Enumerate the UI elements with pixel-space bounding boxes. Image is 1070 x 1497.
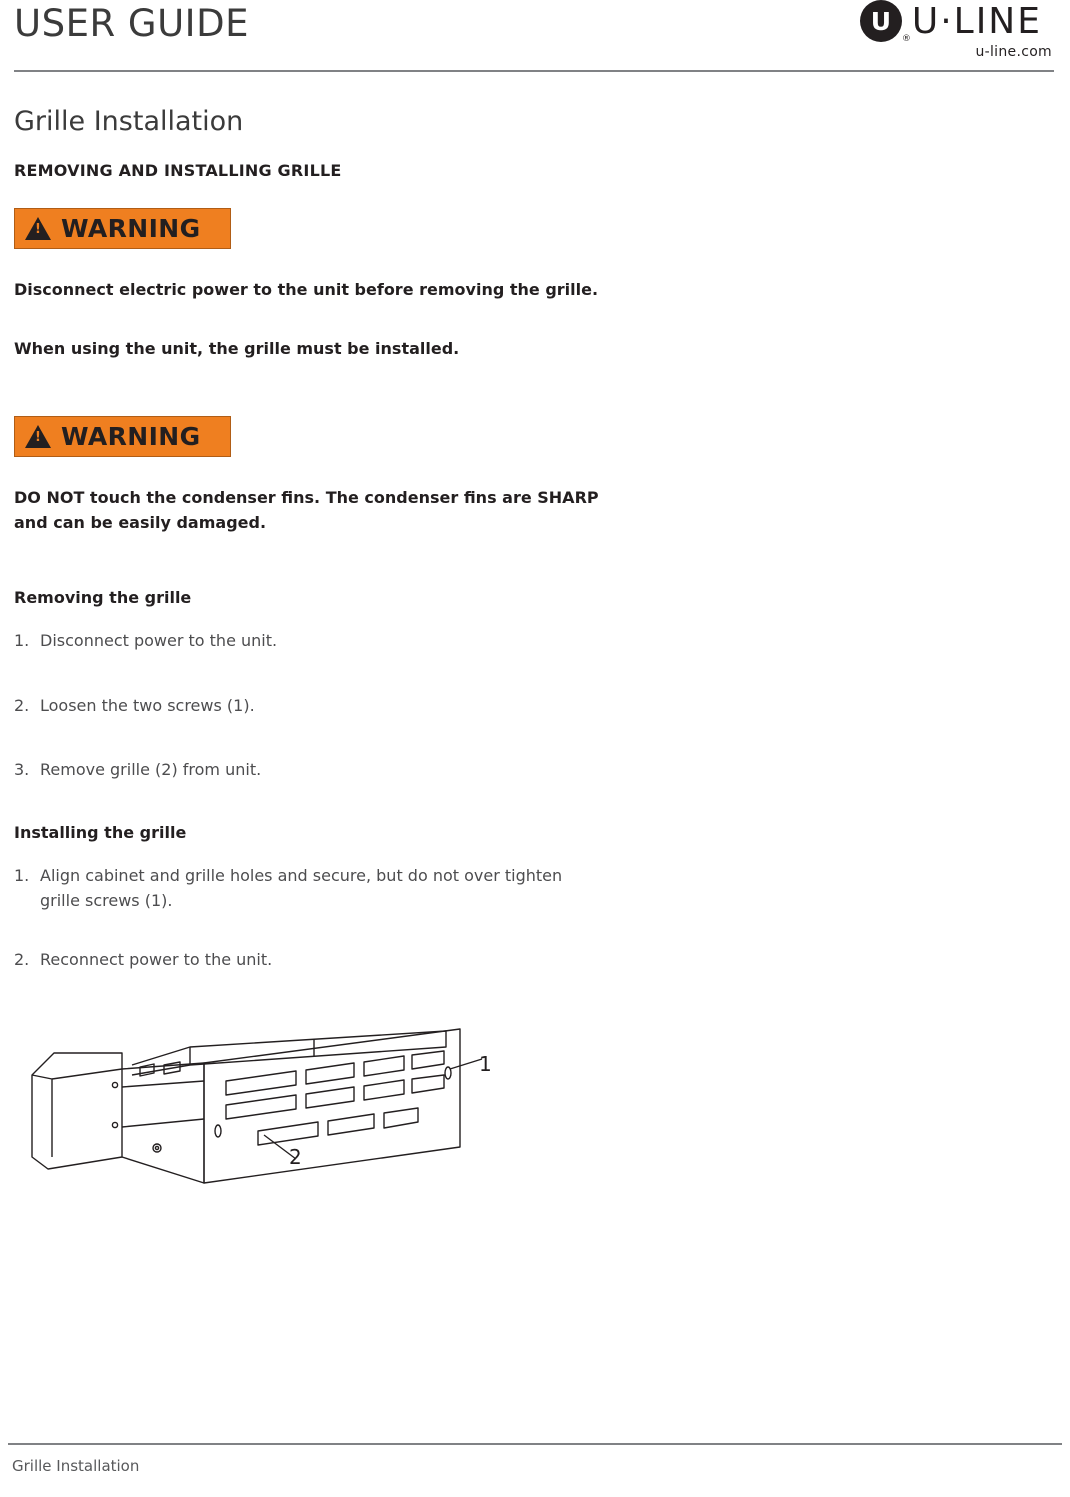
brand-url: u-line.com — [975, 44, 1052, 60]
warning-label: WARNING — [61, 421, 201, 451]
grille-assembly-illustration — [14, 1007, 534, 1237]
document-content — [8, 106, 1062, 1237]
warning-triangle-icon — [25, 217, 51, 240]
step-number: 1. — [14, 866, 30, 886]
warning-note: When using the unit, the grille must be installed. — [14, 338, 460, 358]
uline-circle-logo-icon: U — [860, 0, 902, 42]
step-number: 2. — [14, 949, 30, 969]
step-number: 3. — [14, 760, 30, 780]
brand-wordmark-text: U·LINE — [911, 0, 1042, 42]
grille-assembly-diagram — [14, 1007, 534, 1237]
list-item — [14, 758, 1056, 783]
section-title: Grille Installation — [14, 106, 244, 137]
page-header — [8, 0, 1062, 72]
section-subheading: REMOVING AND INSTALLING GRILLE — [14, 161, 342, 180]
footer-text: Grille Installation — [12, 1457, 140, 1475]
list-item — [14, 864, 1056, 914]
step-text: Align cabinet and grille holes and secure, but do not over tighten grille screws (1). — [40, 866, 563, 910]
brand-wordmark — [901, 0, 1054, 44]
step-text: Loosen the two screws (1). — [40, 695, 255, 715]
brand-logo — [860, 0, 1054, 60]
leader-line-1 — [450, 1059, 482, 1069]
step-text: Remove grille (2) from unit. — [40, 760, 262, 780]
warning-banner — [14, 416, 231, 457]
brand-row — [860, 0, 1054, 42]
callout-label-2: 2 — [289, 1144, 302, 1169]
warning-banner — [14, 208, 231, 249]
warning-triangle-icon — [25, 425, 51, 448]
procedure-steps-installing — [14, 864, 1056, 972]
header-divider — [14, 70, 1054, 72]
step-number: 1. — [14, 630, 30, 650]
procedure-heading-removing: Removing the grille — [14, 587, 192, 607]
page-title: USER GUIDE — [14, 2, 249, 45]
step-number: 2. — [14, 695, 30, 715]
step-text: Reconnect power to the unit. — [40, 949, 273, 969]
procedure-steps-removing — [14, 629, 1056, 783]
warning-label: WARNING — [61, 214, 201, 243]
page-footer — [8, 1443, 1062, 1475]
warning-text: Disconnect electric power to the unit before removing the grille. — [14, 280, 599, 299]
list-item — [14, 629, 1056, 654]
procedure-heading-installing: Installing the grille — [14, 823, 187, 843]
callout-label-1: 1 — [479, 1051, 492, 1076]
step-text: Disconnect power to the unit. — [40, 630, 278, 650]
list-item — [14, 694, 1056, 719]
list-item — [14, 948, 1056, 973]
warning-text: DO NOT touch the condenser fins. The condenser fins are SHARP and can be easily damaged. — [14, 487, 599, 533]
footer-divider — [8, 1443, 1062, 1445]
registered-trademark-icon: ® — [901, 33, 913, 44]
